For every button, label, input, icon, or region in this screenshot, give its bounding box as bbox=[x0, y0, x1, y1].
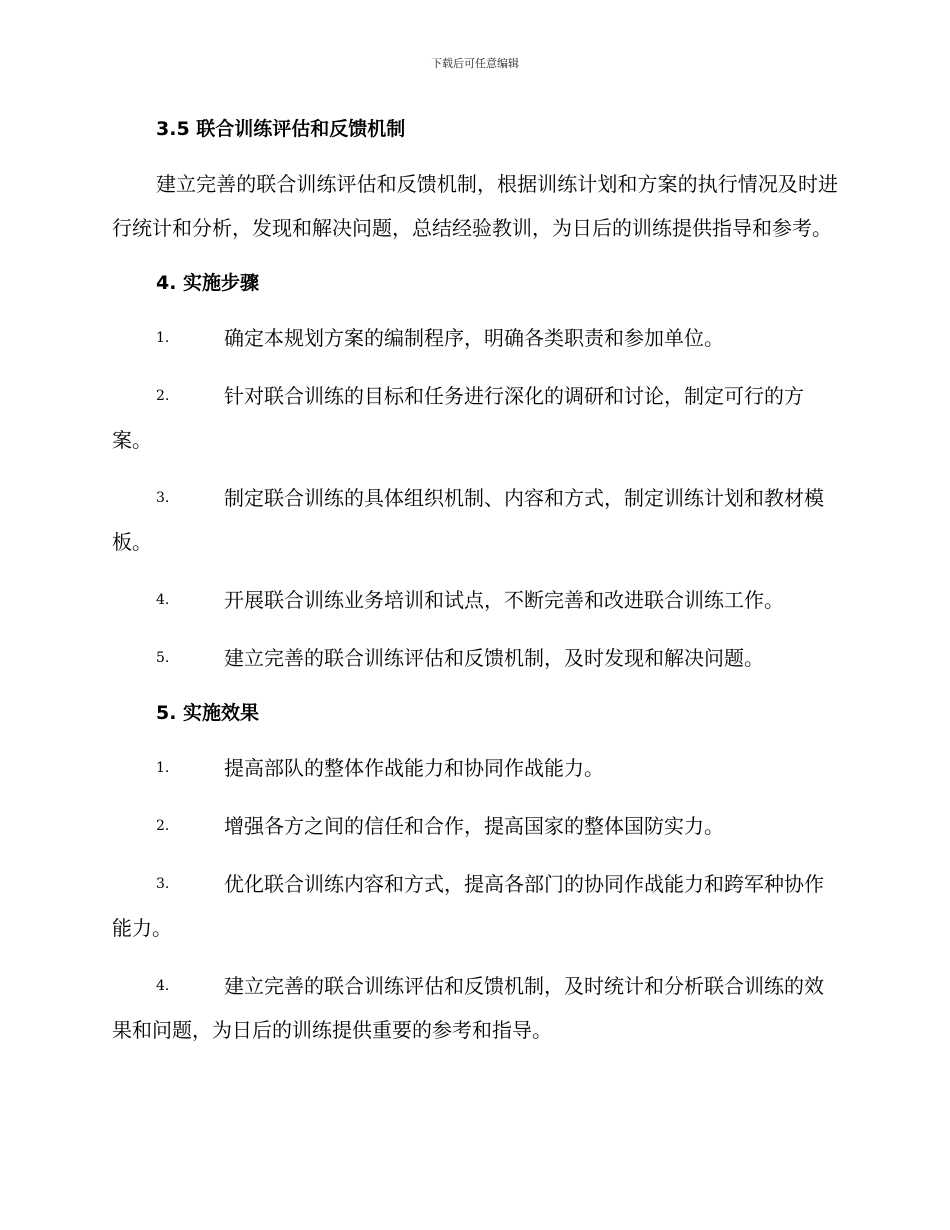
list-item bbox=[112, 964, 838, 1052]
list-item bbox=[112, 862, 838, 950]
list-item-text: 制定联合训练的具体组织机制、内容和方式，制定训练计划和教材模板。 bbox=[112, 486, 824, 554]
section-4-list bbox=[112, 316, 838, 680]
list-item bbox=[112, 374, 838, 462]
page-header: 下载后可任意编辑 bbox=[431, 57, 519, 70]
list-item-number: 2. bbox=[156, 388, 170, 404]
list-item bbox=[112, 578, 838, 622]
list-item-number: 2. bbox=[156, 818, 170, 834]
list-item-number: 1. bbox=[156, 760, 170, 776]
list-item-number: 4. bbox=[156, 978, 170, 994]
list-item bbox=[112, 636, 838, 680]
section-3-5-heading: 3.5 联合训练评估和反馈机制 bbox=[156, 118, 406, 140]
section-4-heading: 4. 实施步骤 bbox=[156, 272, 260, 294]
list-item bbox=[112, 316, 838, 360]
section-5-heading: 5. 实施效果 bbox=[156, 702, 260, 724]
list-item-text: 增强各方之间的信任和合作，提高国家的整体国防实力。 bbox=[224, 814, 724, 838]
list-item-text: 确定本规划方案的编制程序，明确各类职责和参加单位。 bbox=[224, 326, 724, 350]
section-3-5-paragraph: 建立完善的联合训练评估和反馈机制，根据训练计划和方案的执行情况及时进行统计和分析，发现和解决问题，总结经验教训，为日后的训练提供指导和参考。 bbox=[112, 172, 838, 240]
list-item bbox=[112, 476, 838, 564]
list-item bbox=[112, 746, 838, 790]
list-item-number: 3. bbox=[156, 876, 170, 892]
list-item-number: 1. bbox=[156, 330, 170, 346]
list-item-text: 优化联合训练内容和方式，提高各部门的协同作战能力和跨军种协作能力。 bbox=[112, 872, 824, 940]
list-item-number: 4. bbox=[156, 592, 170, 608]
list-item-text: 提高部队的整体作战能力和协同作战能力。 bbox=[224, 756, 604, 780]
list-item-number: 5. bbox=[156, 650, 170, 666]
list-item bbox=[112, 804, 838, 848]
list-item-text: 开展联合训练业务培训和试点，不断完善和改进联合训练工作。 bbox=[224, 588, 784, 612]
section-5-list bbox=[112, 746, 838, 1052]
document-body bbox=[112, 110, 838, 1052]
list-item-number: 3. bbox=[156, 490, 170, 506]
list-item-text: 建立完善的联合训练评估和反馈机制，及时发现和解决问题。 bbox=[224, 646, 764, 670]
list-item-text: 针对联合训练的目标和任务进行深化的调研和讨论，制定可行的方案。 bbox=[112, 384, 804, 452]
list-item-text: 建立完善的联合训练评估和反馈机制，及时统计和分析联合训练的效果和问题，为日后的训练提供重要的参考和指导。 bbox=[112, 974, 824, 1042]
